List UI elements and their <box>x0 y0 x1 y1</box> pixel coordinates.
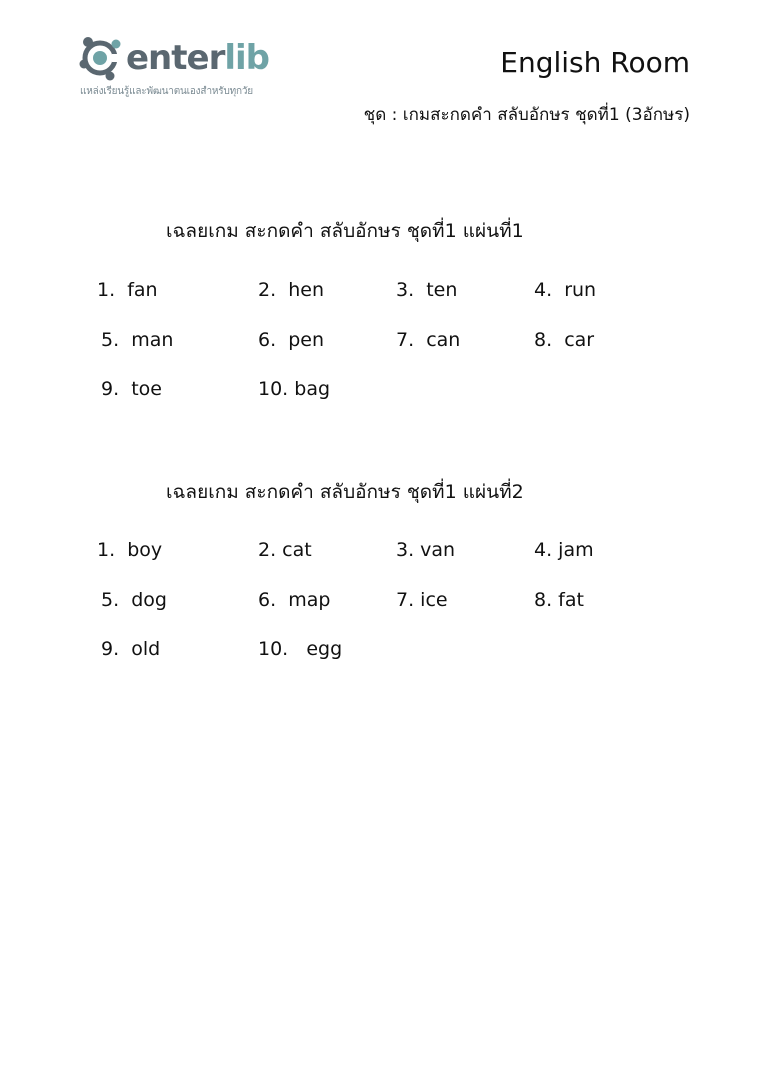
answer-item: 4. jam <box>534 539 594 561</box>
sheet-1-heading: เฉลยเกม สะกดคำ สลับอักษร ชุดที่1 แผ่นที่1 <box>166 220 524 242</box>
sheet-2-heading: เฉลยเกม สะกดคำ สลับอักษร ชุดที่1 แผ่นที่2 <box>166 481 524 503</box>
answer-item: 10. bag <box>258 378 331 400</box>
answer-item: 6. map <box>258 589 331 611</box>
answer-item: 8. fat <box>534 589 584 611</box>
answer-item: 5. man <box>101 329 174 351</box>
answer-item: 2. cat <box>258 539 312 561</box>
molecule-logo-icon <box>78 34 124 82</box>
answer-item: 3. ten <box>396 279 458 301</box>
answer-item: 6. pen <box>258 329 324 351</box>
answer-item: 4. run <box>534 279 597 301</box>
answer-item: 8. car <box>534 329 595 351</box>
logo-wordmark-accent: lib <box>224 38 270 78</box>
answer-item: 1. boy <box>97 539 163 561</box>
answer-item: 9. old <box>101 638 161 660</box>
logo-tagline: แหล่งเรียนรู้และพัฒนาตนเองสำหรับทุกวัย <box>80 86 253 97</box>
page-subtitle: ชุด : เกมสะกดคำ สลับอักษร ชุดที่1 (3อักษร) <box>363 105 690 125</box>
answer-item: 5. dog <box>101 589 167 611</box>
answer-item: 7. can <box>396 329 461 351</box>
answer-item: 1. fan <box>97 279 158 301</box>
answer-item: 7. ice <box>396 589 448 611</box>
page-title: English Room <box>500 46 690 79</box>
answer-item: 3. van <box>396 539 456 561</box>
answer-item: 10. egg <box>258 638 343 660</box>
centerlib-logo <box>78 34 308 104</box>
logo-wordmark <box>126 34 269 82</box>
answer-item: 2. hen <box>258 279 324 301</box>
answer-item: 9. toe <box>101 378 162 400</box>
logo-wordmark-text: enterlib <box>126 38 270 78</box>
